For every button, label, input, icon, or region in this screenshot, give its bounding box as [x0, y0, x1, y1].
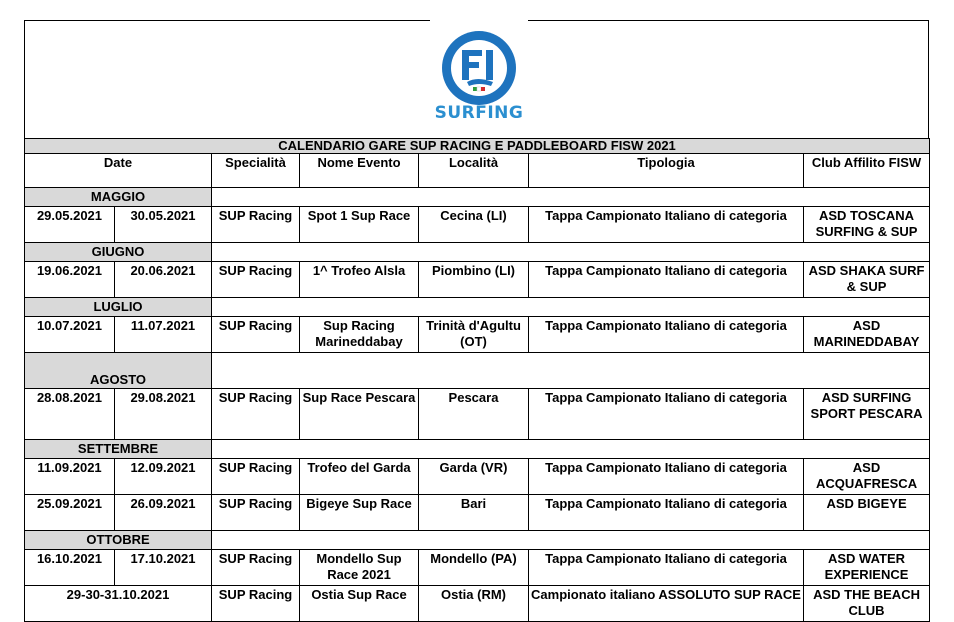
month-blank [212, 440, 930, 459]
event-name: Trofeo del Garda [300, 459, 419, 495]
event-end-date: 20.06.2021 [115, 262, 212, 298]
month-row [25, 440, 930, 459]
event-localita: Garda (VR) [419, 459, 529, 495]
event-tipologia: Tappa Campionato Italiano di categoria [529, 550, 804, 586]
event-club: ASD TOSCANA SURFING & SUP [804, 207, 930, 243]
month-blank [212, 298, 930, 317]
event-specialita: SUP Racing [212, 389, 300, 440]
table-row [25, 550, 930, 586]
event-end-date: 11.07.2021 [115, 317, 212, 353]
event-tipologia: Tappa Campionato Italiano di categoria [529, 459, 804, 495]
logo-frame-gap [430, 18, 528, 22]
month-row [25, 353, 930, 389]
logo-brand-text: SURFING [434, 103, 524, 123]
event-club: ASD MARINEDDABAY [804, 317, 930, 353]
month-blank [212, 188, 930, 207]
event-end-date: 29.08.2021 [115, 389, 212, 440]
month-label: SETTEMBRE [25, 440, 212, 459]
event-localita: Ostia (RM) [419, 586, 529, 622]
table-row [25, 262, 930, 298]
month-label: LUGLIO [25, 298, 212, 317]
calendar-table [24, 138, 930, 622]
header-nome-evento: Nome Evento [300, 154, 419, 188]
event-localita: Bari [419, 495, 529, 531]
event-name: Mondello Sup Race 2021 [300, 550, 419, 586]
event-specialita: SUP Racing [212, 586, 300, 622]
table-row [25, 207, 930, 243]
event-club: ASD THE BEACH CLUB [804, 586, 930, 622]
event-start-date: 29.05.2021 [25, 207, 115, 243]
event-localita: Mondello (PA) [419, 550, 529, 586]
event-start-date: 28.08.2021 [25, 389, 115, 440]
event-date-range: 29-30-31.10.2021 [25, 586, 212, 622]
event-specialita: SUP Racing [212, 317, 300, 353]
event-specialita: SUP Racing [212, 262, 300, 298]
month-row [25, 243, 930, 262]
table-row [25, 586, 930, 622]
month-blank [212, 531, 930, 550]
month-row [25, 298, 930, 317]
header-tipologia: Tipologia [529, 154, 804, 188]
event-start-date: 19.06.2021 [25, 262, 115, 298]
event-name: 1^ Trofeo Alsla [300, 262, 419, 298]
header-specialita: Specialità [212, 154, 300, 188]
event-tipologia: Campionato italiano ASSOLUTO SUP RACE [529, 586, 804, 622]
event-specialita: SUP Racing [212, 495, 300, 531]
event-club: ASD SHAKA SURF & SUP [804, 262, 930, 298]
table-row [25, 389, 930, 440]
month-row [25, 188, 930, 207]
event-tipologia: Tappa Campionato Italiano di categoria [529, 389, 804, 440]
event-end-date: 12.09.2021 [115, 459, 212, 495]
month-label: AGOSTO [25, 353, 212, 389]
event-name: Ostia Sup Race [300, 586, 419, 622]
header-row [25, 154, 930, 188]
event-start-date: 10.07.2021 [25, 317, 115, 353]
event-localita: Cecina (LI) [419, 207, 529, 243]
event-start-date: 11.09.2021 [25, 459, 115, 495]
event-club: ASD WATER EXPERIENCE [804, 550, 930, 586]
event-start-date: 16.10.2021 [25, 550, 115, 586]
month-blank [212, 243, 930, 262]
event-name: Bigeye Sup Race [300, 495, 419, 531]
event-name: Sup Racing Marineddabay [300, 317, 419, 353]
event-specialita: SUP Racing [212, 459, 300, 495]
event-specialita: SUP Racing [212, 207, 300, 243]
month-blank [212, 353, 930, 389]
event-name: Sup Race Pescara [300, 389, 419, 440]
table-row [25, 495, 930, 531]
event-localita: Pescara [419, 389, 529, 440]
header-date: Date [25, 154, 212, 188]
event-localita: Piombino (LI) [419, 262, 529, 298]
month-label: OTTOBRE [25, 531, 212, 550]
event-specialita: SUP Racing [212, 550, 300, 586]
event-end-date: 17.10.2021 [115, 550, 212, 586]
event-end-date: 26.09.2021 [115, 495, 212, 531]
event-name: Spot 1 Sup Race [300, 207, 419, 243]
event-start-date: 25.09.2021 [25, 495, 115, 531]
event-tipologia: Tappa Campionato Italiano di categoria [529, 207, 804, 243]
header-localita: Località [419, 154, 529, 188]
event-tipologia: Tappa Campionato Italiano di categoria [529, 317, 804, 353]
event-club: ASD BIGEYE [804, 495, 930, 531]
event-club: ASD ACQUAFRESCA [804, 459, 930, 495]
event-club: ASD SURFING SPORT PESCARA [804, 389, 930, 440]
month-label: GIUGNO [25, 243, 212, 262]
title-row [25, 139, 930, 154]
event-tipologia: Tappa Campionato Italiano di categoria [529, 495, 804, 531]
table-row [25, 459, 930, 495]
header-club: Club Affilito FISW [804, 154, 930, 188]
event-tipologia: Tappa Campionato Italiano di categoria [529, 262, 804, 298]
event-localita: Trinità d'Agultu (OT) [419, 317, 529, 353]
table-title: CALENDARIO GARE SUP RACING E PADDLEBOARD FISW 2021 [25, 139, 930, 154]
month-label: MAGGIO [25, 188, 212, 207]
event-end-date: 30.05.2021 [115, 207, 212, 243]
month-row [25, 531, 930, 550]
table-row [25, 317, 930, 353]
